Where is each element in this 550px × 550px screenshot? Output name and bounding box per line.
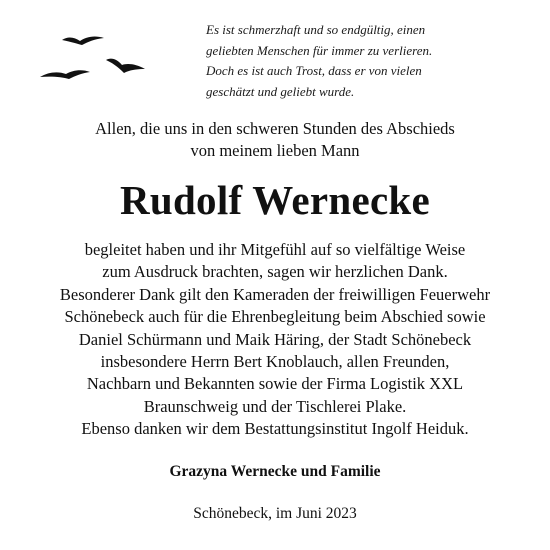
thanks-line: Besonderer Dank gilt den Kameraden der freiwilligen Feuerwehr	[59, 284, 491, 304]
thanks-line: Daniel Schürmann und Maik Häring, der Stadt Schönebeck	[78, 329, 472, 349]
poem-line: geschätzt und geliebt wurde.	[206, 83, 355, 99]
deceased-name: Rudolf Wernecke	[119, 177, 431, 223]
poem-line: Es ist schmerzhaft und so endgültig, einen	[206, 22, 426, 37]
poem-block	[206, 20, 526, 102]
flying-birds-icon	[38, 30, 158, 85]
thanks-line: Nachbarn und Bekannten sowie der Firma Logistik XXL	[86, 374, 464, 394]
bird-top-icon	[62, 37, 104, 45]
bird-right-icon	[106, 59, 145, 73]
bird-left-icon	[40, 70, 90, 79]
intro-line: von meinem lieben Mann	[190, 141, 360, 160]
thanks-line: Ebenso danken wir dem Bestattungsinstitut Ingolf Heiduk.	[81, 419, 469, 439]
poem-line: Doch es ist auch Trost, dass er von vielen	[206, 63, 422, 78]
signature: Grazyna Wernecke und Familie	[169, 463, 381, 480]
thanks-line: zum Ausdruck brachten, sagen wir herzlichen Dank.	[102, 262, 448, 282]
poem-line: geliebten Menschen für immer zu verlieren.	[206, 42, 433, 58]
intro-line: Allen, die uns in den schweren Stunden des Abschieds	[95, 119, 455, 138]
intro-text	[0, 118, 550, 162]
thanks-line: Braunschweig und der Tischlerei Plake.	[143, 396, 407, 416]
thanks-line: insbesondere Herrn Bert Knoblauch, allen Freunden,	[100, 352, 450, 372]
thanks-line: Schönebeck auch für die Ehrenbegleitung beim Abschied sowie	[64, 307, 486, 327]
thanks-text	[0, 239, 550, 441]
place-date: Schönebeck, im Juni 2023	[193, 505, 357, 522]
thanks-line: begleitet haben und ihr Mitgefühl auf so vielfältige Weise	[84, 240, 466, 259]
